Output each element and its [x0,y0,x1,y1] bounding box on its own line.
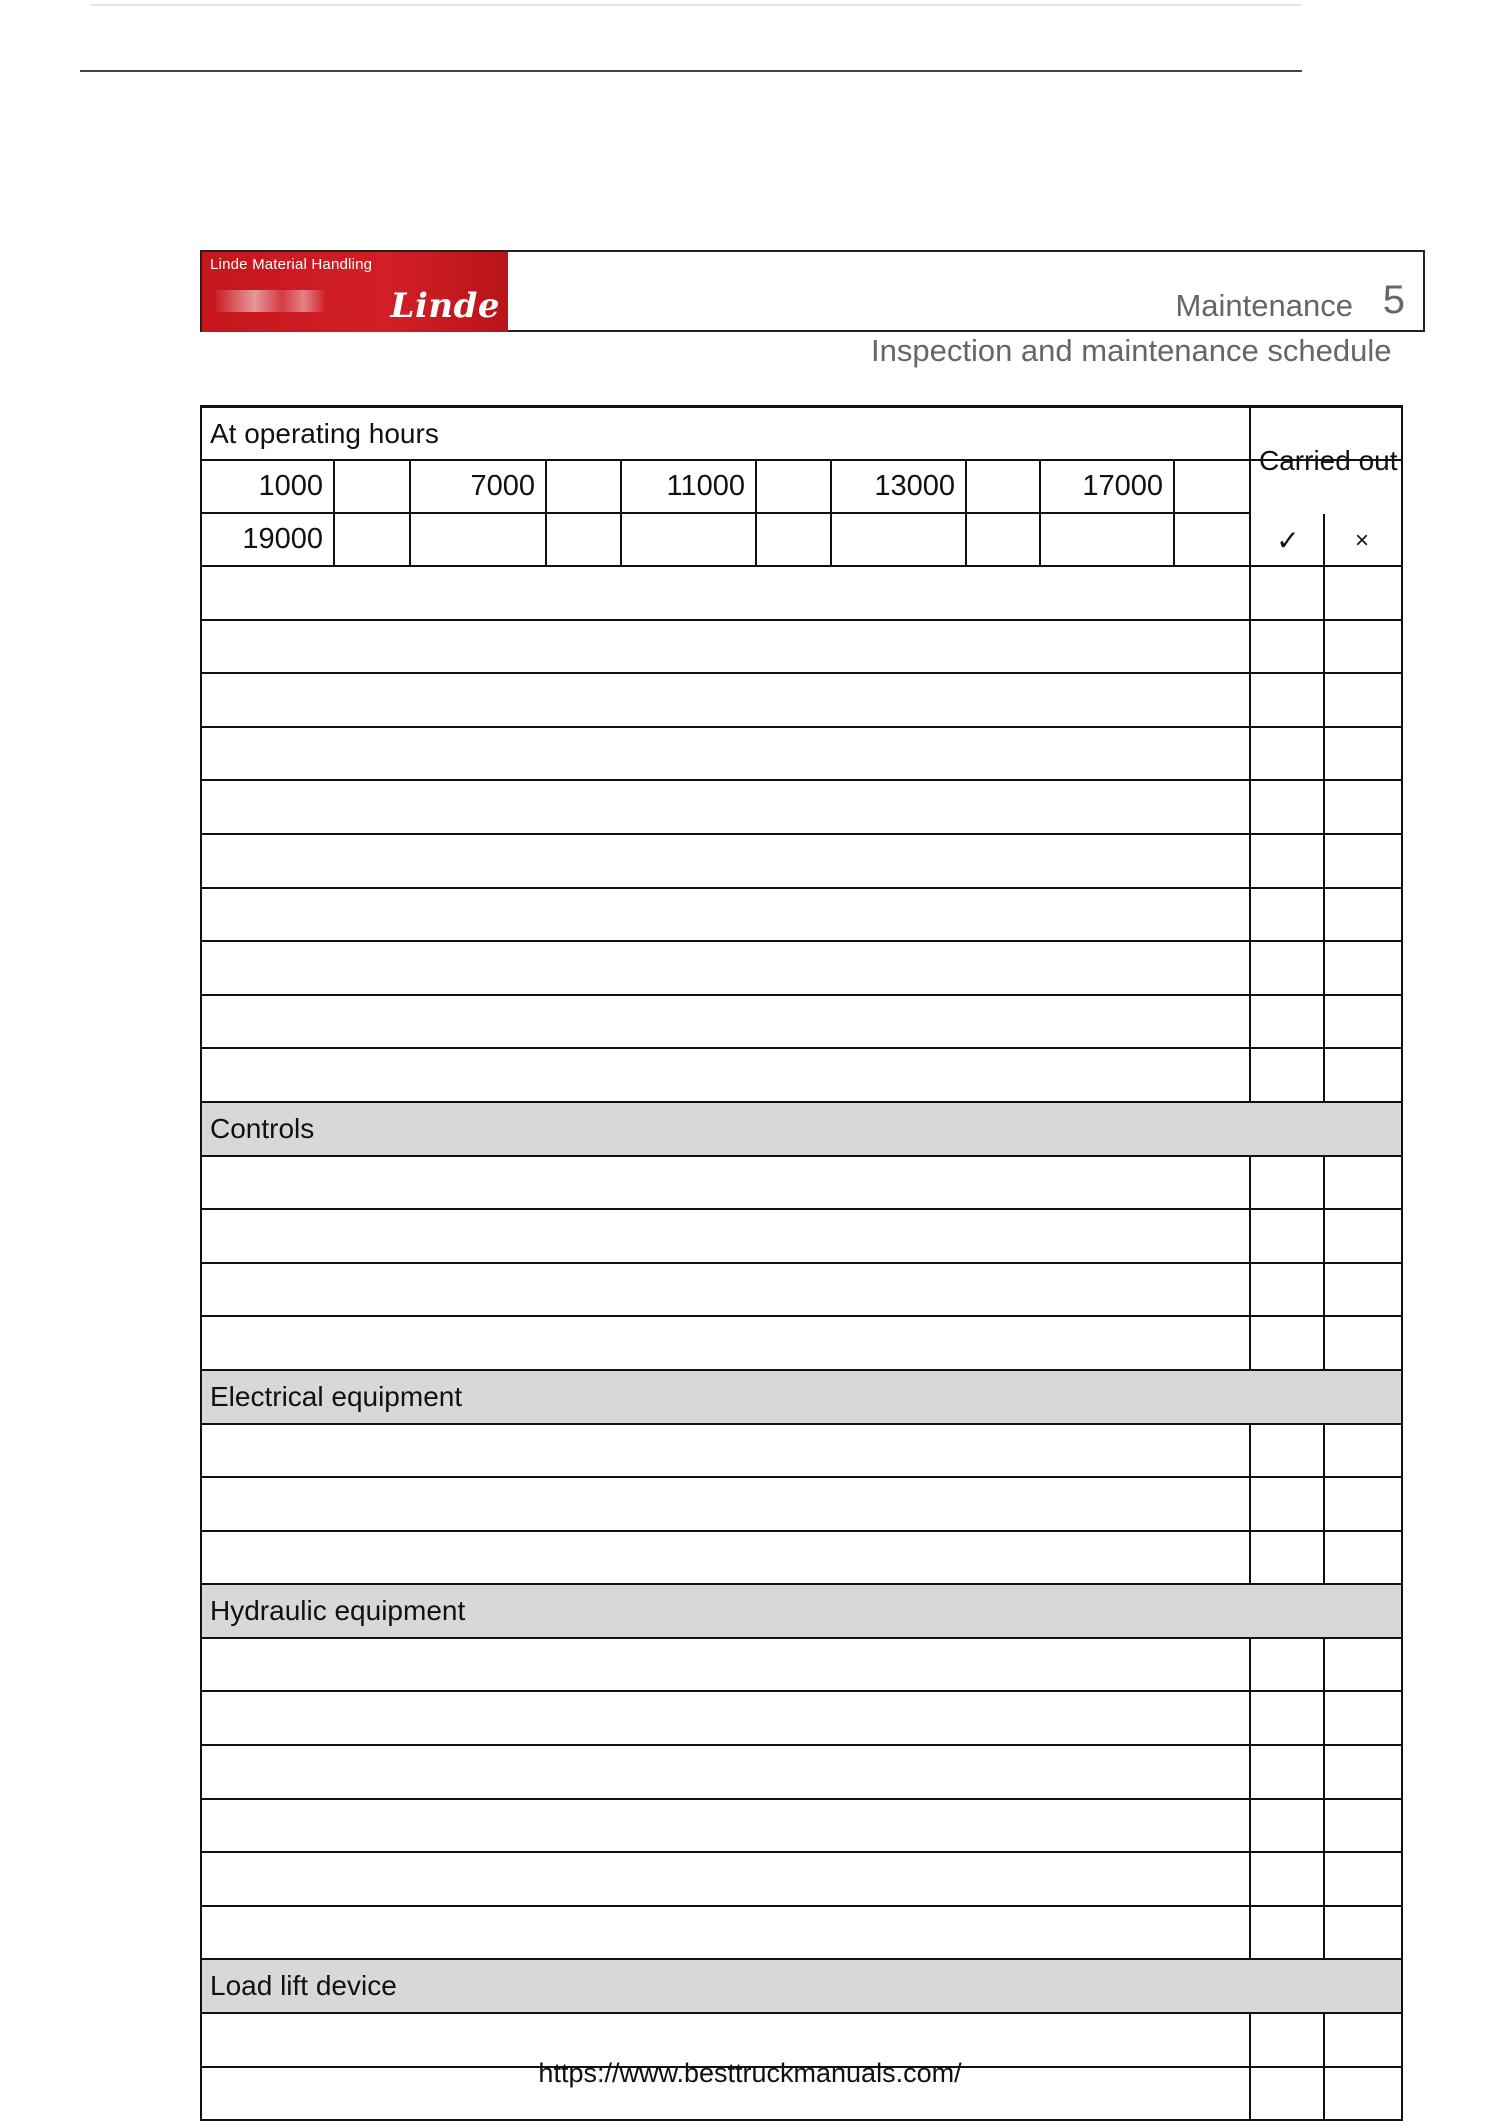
column-divider [1323,1692,1325,1744]
table-row[interactable] [202,889,1401,943]
table-row[interactable] [202,1907,1401,1961]
hours-cell[interactable]: 17000 [1041,461,1175,512]
column-divider [1249,1478,1251,1530]
maintenance-table [200,405,1403,2121]
section-band-hydraulic [202,1585,1401,1639]
column-divider [1323,1907,1325,1959]
column-divider [1323,1157,1325,1209]
column-divider [1249,1317,1251,1369]
table-row[interactable] [202,621,1401,675]
hours-check-cell[interactable] [1175,514,1249,565]
column-divider [1323,621,1325,673]
hours-check-cell[interactable] [547,461,622,512]
column-divider [1249,1210,1251,1262]
chapter-number: 5 [1382,278,1405,322]
hours-cell[interactable]: 13000 [832,461,967,512]
hours-check-cell[interactable] [967,514,1041,565]
column-divider [1249,942,1251,994]
column-divider [1323,1425,1325,1477]
footer-url[interactable]: https://www.besttruckmanuals.com/ [538,2058,962,2088]
hours-cell[interactable]: 7000 [411,461,547,512]
table-row[interactable] [202,1264,1401,1318]
column-divider [1249,1532,1251,1584]
column-divider [1323,728,1325,780]
column-divider [1323,567,1325,619]
column-divider [1323,1049,1325,1101]
column-divider [1249,1639,1251,1691]
table-row[interactable] [202,1746,1401,1800]
hours-row-1 [202,461,1249,514]
column-divider [1249,1907,1251,1959]
column-divider [1323,1210,1325,1262]
hours-check-cell[interactable] [757,514,832,565]
column-divider [1323,1264,1325,1316]
section-title-hydraulic: Hydraulic equipment [210,1595,466,1627]
table-row[interactable] [202,567,1401,621]
hours-cell[interactable]: 11000 [622,461,757,512]
column-divider [1323,1478,1325,1530]
check-mark-icon: ✓ [1276,525,1300,556]
logo-blur-graphic [216,290,326,312]
table-row[interactable] [202,1478,1401,1532]
column-divider [1249,835,1251,887]
section-title: Maintenance [1175,288,1353,323]
table-row[interactable] [202,996,1401,1050]
table-row[interactable] [202,1157,1401,1211]
column-divider [1249,889,1251,941]
column-divider [1249,1425,1251,1477]
hours-cell[interactable] [622,514,757,565]
hours-cell[interactable]: 19000 [202,514,335,565]
column-divider [1323,1746,1325,1798]
hours-row-2 [202,514,1249,567]
table-row[interactable] [202,835,1401,889]
column-divider [1249,621,1251,673]
brand-wordmark: Linde [390,286,500,326]
table-row[interactable] [202,1210,1401,1264]
brand-small-text: Linde Material Handling [210,256,373,273]
linde-logo [202,252,508,332]
hours-check-cell[interactable] [757,461,832,512]
column-divider [1249,996,1251,1048]
column-divider [1249,1157,1251,1209]
hours-label: At operating hours [210,417,439,449]
column-divider [1323,674,1325,726]
table-row[interactable] [202,1425,1401,1479]
table-row[interactable] [202,1532,1401,1586]
table-row[interactable] [202,781,1401,835]
hours-header-row [202,408,1401,476]
table-row[interactable] [202,1049,1401,1103]
column-divider [1249,674,1251,726]
column-divider [1249,1049,1251,1101]
column-divider [1249,1800,1251,1852]
table-row[interactable] [202,674,1401,728]
table-row[interactable] [202,1692,1401,1746]
table-row[interactable] [202,728,1401,782]
hours-check-cell[interactable] [335,514,411,565]
column-divider [1249,567,1251,619]
hours-cell[interactable] [1041,514,1175,565]
column-divider [1323,1532,1325,1584]
page-subtitle: Inspection and maintenance schedule [871,333,1392,368]
column-divider [1249,728,1251,780]
hours-check-cell[interactable] [547,514,622,565]
column-divider [1323,1800,1325,1852]
table-row[interactable] [202,1639,1401,1693]
column-divider [1249,781,1251,833]
column-divider [1249,1264,1251,1316]
hours-block [202,461,1401,567]
column-divider [1249,1692,1251,1744]
section-title-controls: Controls [210,1112,315,1144]
section-title-electrical: Electrical equipment [210,1380,463,1412]
hours-cell[interactable]: 1000 [202,461,335,512]
column-divider [1323,835,1325,887]
hours-cell[interactable] [832,514,967,565]
hours-check-cell[interactable] [1175,461,1249,512]
table-row[interactable] [202,1317,1401,1371]
table-row[interactable] [202,942,1401,996]
section-band-load-lift [202,1960,1401,2014]
column-divider [1323,1317,1325,1369]
column-divider [1323,889,1325,941]
column-divider [1249,1746,1251,1798]
column-divider [1323,942,1325,994]
column-divider [1249,1853,1251,1905]
column-divider [1323,1639,1325,1691]
section-band-controls [202,1103,1401,1157]
page-header [200,250,1425,332]
hours-check-cell[interactable] [967,461,1041,512]
table-row[interactable] [202,1800,1401,1854]
section-band-electrical [202,1371,1401,1425]
table-row[interactable] [202,1853,1401,1907]
column-divider [1323,781,1325,833]
carried-out-label: Carried out [1259,445,1398,476]
section-title-load-lift: Load lift device [210,1970,397,2002]
hours-check-cell[interactable] [335,461,411,512]
page-top-edge [90,0,1302,6]
hours-cell[interactable] [411,514,547,565]
carried-out-divider [1249,408,1251,459]
cross-mark-icon: × [1354,526,1369,554]
top-rule [80,70,1302,72]
column-divider [1323,1853,1325,1905]
column-divider [1323,996,1325,1048]
